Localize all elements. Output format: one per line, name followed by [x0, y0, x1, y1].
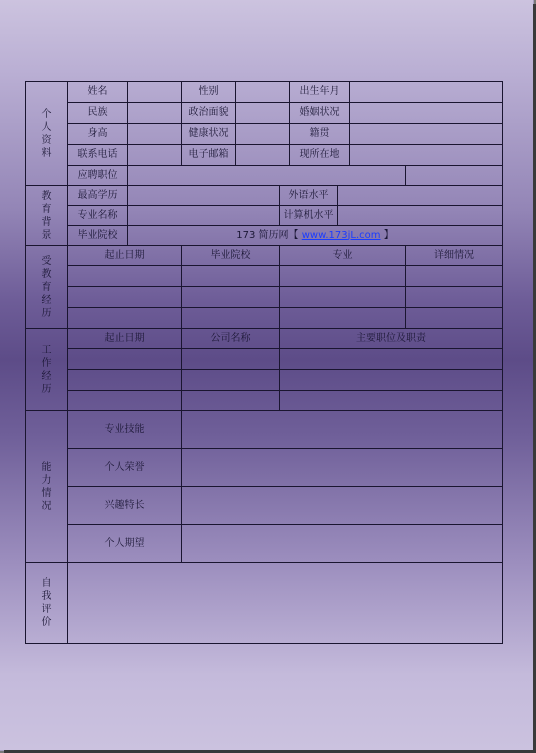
value-school[interactable]	[128, 226, 503, 246]
work-company-cell[interactable]	[182, 391, 280, 411]
label-gender: 性别	[182, 82, 236, 103]
label-marital: 婚姻状况	[290, 103, 350, 124]
label-name: 姓名	[68, 82, 128, 103]
value-origin[interactable]	[350, 124, 503, 145]
value-expectations[interactable]	[182, 525, 503, 563]
edu-details-cell[interactable]	[406, 266, 503, 287]
header-edu-major: 专业	[280, 246, 406, 266]
label-honors: 个人荣誉	[68, 449, 182, 487]
edu-school-cell[interactable]	[182, 287, 280, 308]
edu-dates-cell[interactable]	[68, 266, 182, 287]
label-phone: 联系电话	[68, 145, 128, 166]
edu-dates-cell[interactable]	[68, 287, 182, 308]
section-education: 教育背景	[26, 186, 68, 246]
site-link[interactable]: www.173jL.com	[301, 229, 381, 241]
header-work-dates: 起止日期	[68, 329, 182, 349]
edu-history-row	[26, 287, 503, 308]
value-political[interactable]	[236, 103, 290, 124]
section-personal: 个人资料	[26, 82, 68, 186]
work-company-cell[interactable]	[182, 349, 280, 370]
section-ability: 能力情况	[26, 411, 68, 563]
value-gender[interactable]	[236, 82, 290, 103]
edu-major-cell[interactable]	[280, 308, 406, 329]
edu-dates-cell[interactable]	[68, 308, 182, 329]
value-honors[interactable]	[182, 449, 503, 487]
label-health: 健康状况	[182, 124, 236, 145]
label-major: 专业名称	[68, 206, 128, 226]
edu-school-cell[interactable]	[182, 266, 280, 287]
label-residence: 现所在地	[290, 145, 350, 166]
work-company-cell[interactable]	[182, 370, 280, 391]
label-birth: 出生年月	[290, 82, 350, 103]
section-edu-history: 受教育经历	[26, 246, 68, 329]
edu-details-cell[interactable]	[406, 308, 503, 329]
value-birth[interactable]	[350, 82, 503, 103]
edu-history-row	[26, 266, 503, 287]
header-edu-dates: 起止日期	[68, 246, 182, 266]
label-ethnic: 民族	[68, 103, 128, 124]
value-height[interactable]	[128, 124, 182, 145]
resume-table	[25, 81, 503, 644]
value-ethnic[interactable]	[128, 103, 182, 124]
label-degree: 最高学历	[68, 186, 128, 206]
value-major[interactable]	[128, 206, 280, 226]
header-edu-details: 详细情况	[406, 246, 503, 266]
value-position[interactable]	[128, 166, 406, 186]
header-edu-school: 毕业院校	[182, 246, 280, 266]
value-name[interactable]	[128, 82, 182, 103]
work-row	[26, 391, 503, 411]
label-height: 身高	[68, 124, 128, 145]
work-duties-cell[interactable]	[280, 391, 503, 411]
value-health[interactable]	[236, 124, 290, 145]
value-interests[interactable]	[182, 487, 503, 525]
work-row	[26, 349, 503, 370]
header-work-company: 公司名称	[182, 329, 280, 349]
edu-school-cell[interactable]	[182, 308, 280, 329]
label-political: 政治面貌	[182, 103, 236, 124]
header-work-duties: 主要职位及职责	[280, 329, 503, 349]
work-dates-cell[interactable]	[68, 370, 182, 391]
edu-major-cell[interactable]	[280, 287, 406, 308]
label-expectations: 个人期望	[68, 525, 182, 563]
value-self-eval[interactable]	[68, 563, 503, 644]
label-position: 应聘职位	[68, 166, 128, 186]
section-work: 工作经历	[26, 329, 68, 411]
work-row	[26, 370, 503, 391]
work-duties-cell[interactable]	[280, 349, 503, 370]
label-skills: 专业技能	[68, 411, 182, 449]
work-duties-cell[interactable]	[280, 370, 503, 391]
label-school: 毕业院校	[68, 226, 128, 246]
value-computer[interactable]	[338, 206, 503, 226]
edu-history-row	[26, 308, 503, 329]
label-email: 电子邮箱	[182, 145, 236, 166]
value-skills[interactable]	[182, 411, 503, 449]
edu-major-cell[interactable]	[280, 266, 406, 287]
label-interests: 兴趣特长	[68, 487, 182, 525]
label-origin: 籍贯	[290, 124, 350, 145]
site-prefix: 173 简历网【	[236, 229, 299, 241]
value-phone[interactable]	[128, 145, 182, 166]
section-self-eval: 自我评价	[26, 563, 68, 644]
value-residence[interactable]	[350, 145, 503, 166]
edu-details-cell[interactable]	[406, 287, 503, 308]
value-marital[interactable]	[350, 103, 503, 124]
site-suffix: 】	[383, 229, 394, 241]
label-computer: 计算机水平	[280, 206, 338, 226]
work-dates-cell[interactable]	[68, 349, 182, 370]
value-language[interactable]	[338, 186, 503, 206]
value-email[interactable]	[236, 145, 290, 166]
work-dates-cell[interactable]	[68, 391, 182, 411]
label-language: 外语水平	[280, 186, 338, 206]
value-degree[interactable]	[128, 186, 280, 206]
